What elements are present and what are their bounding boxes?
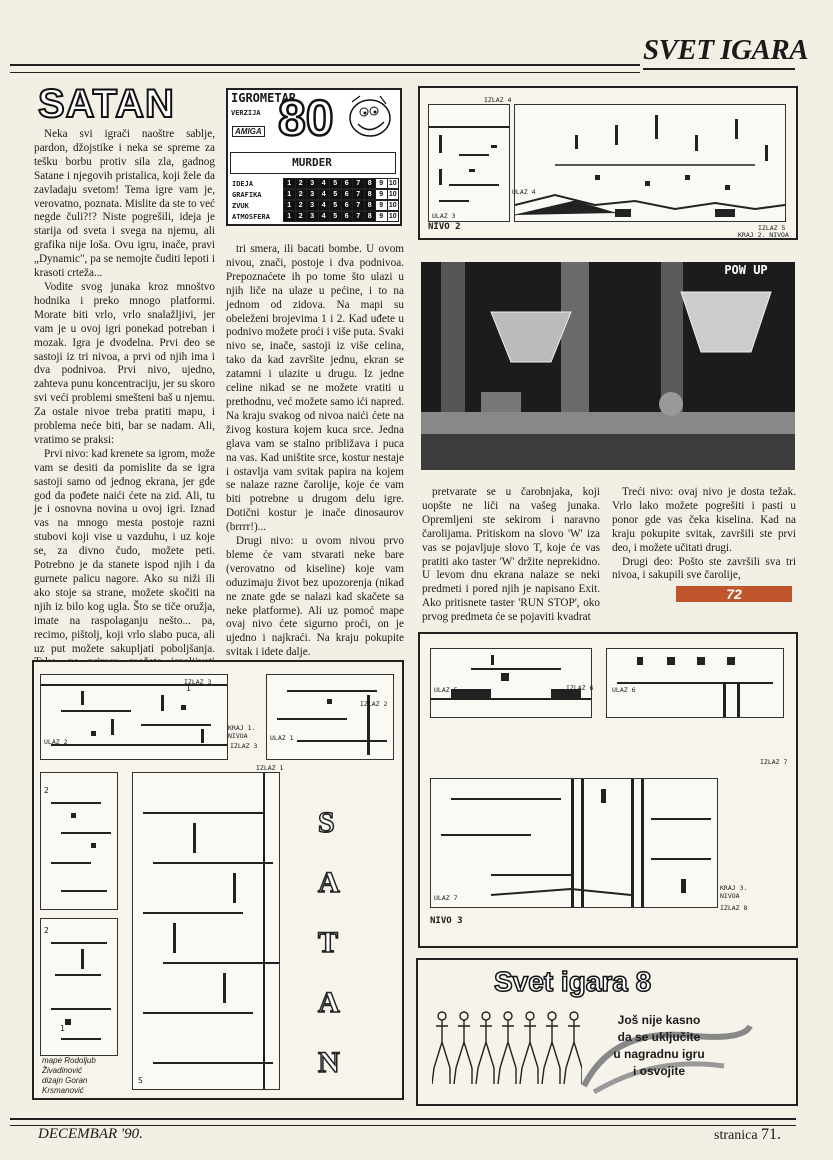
vertical-title-a: A xyxy=(318,866,340,899)
rating-label: ATMOSFERA xyxy=(232,212,270,221)
ad-lines xyxy=(594,1012,724,1080)
nivo1-map-frame xyxy=(32,660,404,1100)
rating-cell: 3 xyxy=(306,211,319,222)
map-label-ulaz3: ULAZ 3 xyxy=(432,212,456,220)
footer-page-label: stranica xyxy=(714,1128,758,1143)
ad-line: u nagradnu igru xyxy=(613,1047,705,1061)
rating-cell: 4 xyxy=(318,211,331,222)
nivo1-map-c xyxy=(40,772,118,910)
nivo1-b-drawing xyxy=(267,675,393,759)
rating-row xyxy=(232,211,399,222)
map-label-kraj1: KRAJ 1. NIVOA xyxy=(228,724,256,740)
nivo1-d-drawing xyxy=(41,919,117,1055)
column-1 xyxy=(34,128,215,684)
nivo1-map-b xyxy=(266,674,394,760)
map-label-ulaz7: ULAZ 7 xyxy=(434,894,458,902)
rating-cell: 5 xyxy=(329,178,342,189)
rating-cell: 1 xyxy=(283,178,296,189)
map-label-izlaz8: IZLAZ 8 xyxy=(720,904,748,912)
nivo3-a-drawing xyxy=(431,649,594,717)
section-title: SVET IGARA xyxy=(643,34,809,66)
map-label-izlaz2: IZLAZ 2 xyxy=(360,700,388,708)
map-marker-1b: 1 xyxy=(60,1024,65,1033)
rating-cell: 8 xyxy=(364,189,377,200)
rating-cell: 7 xyxy=(352,189,365,200)
map-label-kraj3: KRAJ 3. NIVOA xyxy=(720,884,748,900)
rating-cell: 8 xyxy=(364,211,377,222)
rating-cell: 6 xyxy=(341,200,354,211)
column-2 xyxy=(226,243,404,660)
map-label-kraj2: KRAJ 2. NIVOA xyxy=(738,231,789,239)
rating-cell: 8 xyxy=(364,178,377,189)
rating-cell: 1 xyxy=(283,189,296,200)
rating-cell: 4 xyxy=(318,189,331,200)
rating-label: IDEJA xyxy=(232,179,254,188)
page-badge-number: 72 xyxy=(726,586,742,602)
rating-cell: 10 xyxy=(387,211,400,222)
map-marker-s: S xyxy=(138,1076,143,1085)
map-label-izlaz1: IZLAZ 1 xyxy=(256,764,284,772)
paragraph: pretvarate se u čarobnjaka, koji uopšte ne liči na vašeg junaka. Opremljeni ste sekirom i naravno čarolijama. Pritiskom na slovo 'W' iza vas se pojavljuje slovo T, koje će vas pratiti ako taster 'W' držite neprekidno. U levom dnu ekrana nalaze se neki predmeti i pored njih je napisano Exit. Ako pritisnete taster 'RUN STOP', oko prvog predmeta će se pojaviti kvadrat xyxy=(422,486,600,624)
rating-cell: 4 xyxy=(318,178,331,189)
column-4 xyxy=(612,486,796,583)
nivo3-map-frame xyxy=(418,632,798,948)
dancers-illustration xyxy=(432,1008,582,1088)
header-underline xyxy=(643,68,795,70)
rating-cell: 10 xyxy=(387,200,400,211)
map-label-ulaz6: ULAZ 6 xyxy=(612,686,636,694)
paragraph: Vodite svog junaka kroz mnoštvo hodnika i preko mnogo platformi. Morate biti vrlo, vrlo snalažljivi, jer vam je u ovoj igri ponekad potreban i mozak. Igra je dvodelna. Prvi deo se sastoji iz tri nivoa, a prvi od njih ima i dva podnivoa. Prvi nivo, ujedno, zahteva punu koncentraciju, jer su skoro svi veći problemi smešteni baš u njemu. Za ostale nivoe treba pratiti mapu, i problema neće biti, bar se nadam. Ali, vratimo se praksi: xyxy=(34,280,215,446)
rating-cell: 3 xyxy=(306,200,319,211)
nivo1-map-d xyxy=(40,918,118,1056)
mascot-face-icon xyxy=(340,92,396,144)
map-label-izlaz6: IZLAZ 6 xyxy=(566,684,594,692)
rating-cell: 7 xyxy=(352,200,365,211)
map-label-ulaz1: ULAZ 1 xyxy=(270,734,294,742)
nivo3-map-a xyxy=(430,648,592,718)
nivo3-map-c xyxy=(430,778,718,908)
column-3 xyxy=(422,486,600,625)
ad-title: Svet igara 8 xyxy=(494,966,652,997)
map-label-izlaz5: IZLAZ 5 xyxy=(758,224,786,232)
nivo1-e-drawing xyxy=(133,773,279,1089)
nivo2-map-frame xyxy=(418,86,798,240)
map-label-izlaz7: IZLAZ 7 xyxy=(760,758,788,766)
nivo1-a-drawing xyxy=(41,675,227,759)
map-label-izlaz4: IZLAZ 4 xyxy=(484,96,512,104)
footer-page xyxy=(714,1126,781,1144)
vertical-title-t: T xyxy=(318,926,339,959)
nivo2-right-drawing xyxy=(515,105,785,221)
paragraph: Drugi deo: Pošto ste završili sva tri nivoa, i sakupili sve čarolije, xyxy=(612,555,796,582)
screenshot-hud: POW UP xyxy=(724,263,768,277)
map-label-ulaz5: ULAZ 5 xyxy=(434,686,458,694)
header-rule xyxy=(10,64,640,73)
rating-cell: 6 xyxy=(341,211,354,222)
vertical-title-a2: A xyxy=(318,986,340,1019)
rating-cell: 9 xyxy=(375,211,388,222)
screenshot-drawing xyxy=(421,262,795,470)
credit-line: mape Rodoljub xyxy=(42,1056,96,1065)
map-marker-1: 1 xyxy=(186,684,191,693)
rating-cell: 4 xyxy=(318,200,331,211)
nivo3-c-drawing xyxy=(431,779,717,907)
rating-cell: 6 xyxy=(341,178,354,189)
rating-row xyxy=(232,189,399,200)
igrometar-score: 80 xyxy=(278,90,334,146)
ad-line: i osvojite xyxy=(632,1064,685,1078)
ad-line: Još nije kasno xyxy=(617,1013,701,1027)
rating-cell: 1 xyxy=(283,211,296,222)
map-marker-2b: 2 xyxy=(44,926,49,935)
map-label-izlaz3b: IZLAZ 3 xyxy=(230,742,258,750)
footer-date: DECEMBAR '90. xyxy=(38,1126,143,1142)
rating-label: GRAFIKA xyxy=(232,190,262,199)
rating-cell: 9 xyxy=(375,200,388,211)
game-screenshot xyxy=(421,262,795,470)
nivo3-b-drawing xyxy=(607,649,783,717)
nivo1-c-drawing xyxy=(41,773,117,909)
nivo3-caption: NIVO 3 xyxy=(430,916,463,926)
footer-rule xyxy=(10,1118,796,1126)
paragraph: tri smera, ili bacati bombe. U ovom nivou, znači, postoje i dva podnivoa. Prepoznaćete ih po tome što ulazi u njih liče na ulaze u pećine, i to na jednom od zidova. Na mapi su obeleženi brojevima 1 i 2. Kad uđete u podnivo možete proći i više puta. Svaki nivo se, inače, sastoji iz više celina, tako da kad završite jednu, ekran se zatamni i ulazite u drugu. Iz jedne celine nikad se ne možete vratiti u prethodnu, već možete samo ići napred. Na kraju svakog od nivoa naići ćete na živog kostura kojem kuca srce. Jedna glava vam se stalno približava i puca na vas. Kad uništite srce, kostur nestaje i ostavlja vam svitak papira na kojem se nalaze razne čarolije, koje će vam biti potrebne u drugom delu igre. Dotični kostur je inače dinosaurov (brrrr!)... xyxy=(226,243,405,534)
paragraph: Treći nivo: ovaj nivo je dosta težak. Vrlo lako možete pogrešiti i pasti u ponor gde vas čeka kiselina. Kad na kraju pokupite svitak, završili ste prvi deo, i možete učitati drugi. xyxy=(612,486,796,554)
rating-cell: 7 xyxy=(352,211,365,222)
rating-cell: 5 xyxy=(329,200,342,211)
map-marker-2: 2 xyxy=(44,786,49,795)
rating-cell: 10 xyxy=(387,178,400,189)
footer-page-number: 71. xyxy=(761,1126,782,1143)
rating-cell: 5 xyxy=(329,211,342,222)
igrometar-box xyxy=(226,88,402,226)
nivo3-map-b xyxy=(606,648,784,718)
map-label-ulaz4: ULAZ 4 xyxy=(512,188,536,196)
credit-line: Krsmanović xyxy=(42,1086,84,1095)
article-title: SATAN xyxy=(38,82,175,126)
nivo1-map-a xyxy=(40,674,228,760)
nivo2-caption: NIVO 2 xyxy=(428,222,461,232)
credit-line: dizajn Goran xyxy=(42,1076,88,1085)
nivo2-left-drawing xyxy=(429,105,509,221)
nivo1-map-e xyxy=(132,772,280,1090)
paragraph: Drugi nivo: u ovom nivou prvo bleme će vam stvarati neke bare (verovatno od kiseline) koje vam oduzimaju život bez upozorenja (nikad ne znate gde se nalazi kad skačete sa neke platforme). Ali uz pomoć mape ovaj nivo ćete sigurno proći, on je ujedno i najkraći. Na kraju pokupite svitak i idete dalje. xyxy=(226,535,404,659)
rating-cell: 2 xyxy=(295,189,308,200)
map-credits xyxy=(42,1056,96,1096)
rating-cell: 9 xyxy=(375,178,388,189)
rating-cell: 8 xyxy=(364,200,377,211)
rating-cell: 3 xyxy=(306,189,319,200)
amiga-logo: AMIGA xyxy=(232,126,265,137)
paragraph: Neka svi igrači naoštre sablje, pardon, džojstike i neka se spreme za tešku borbu protiv sila zla, gadnog Satane i njegovih pristalica, koji žele da zavladaju svetom! Tema igre vam je, verovatno, poznata. Mislite da ste to već negde čuli?!? Niste pogrešili, ideja je starija od sveta i svega na njemu, ali grafika nije loša. Ovu igru, inače, pravi „Dynamic", pa se nemojte čuditi lepoti i krasoti crteža... xyxy=(34,128,215,280)
rating-cell: 2 xyxy=(295,200,308,211)
rating-row xyxy=(232,178,399,189)
nivo2-map-right xyxy=(514,104,786,222)
rating-row xyxy=(232,200,399,211)
ratings-table xyxy=(232,178,399,222)
rating-cell: 6 xyxy=(341,189,354,200)
vertical-title-s: S xyxy=(318,806,335,839)
ad-line: da se uključite xyxy=(617,1030,701,1044)
igrometar-brand: IGROMETAR xyxy=(231,91,297,105)
rating-label: ZVUK xyxy=(232,201,249,210)
rating-cell: 2 xyxy=(295,178,308,189)
rating-cell: 3 xyxy=(306,178,319,189)
vertical-title-n: N xyxy=(318,1046,340,1079)
rating-cell: 1 xyxy=(283,200,296,211)
map-label-izlaz3: IZLAZ 3 xyxy=(184,678,212,686)
rating-cell: 9 xyxy=(375,189,388,200)
paragraph: Prvi nivo: kad krenete sa igrom, može vam se desiti da pomislite da se igra sastoji samo od jednog ekrana, jer gde god da pođete naići ćete na zid. Ali, tu je i osnovna novina u ovoj igri. Iznad vas na mnogo mesta postoje razni stubovi koji vise u vazduhu, i uz koje se, za divno čudo, možete peti. Potrebno je da stanete ispod njih i da gurnete palicu nagore. Ako su niži ili ako stoje sa strane, možete skočiti na njih iz bilo kog ugla. Što se tiče oružja, imate na raspolaganju nešto... pa, recimo, pištolj, koji vrlo slabo puca, ali uz put možete sakupljati poboljšanja. xyxy=(34,447,215,655)
rating-cell: 10 xyxy=(387,189,400,200)
map-label-ulaz2: ULAZ 2 xyxy=(44,738,68,746)
ad-box xyxy=(416,958,798,1106)
credit-line: Živadinović xyxy=(42,1066,83,1075)
rating-cell: 2 xyxy=(295,211,308,222)
verzija-label: VERZIJA xyxy=(231,109,261,117)
rating-cell: 5 xyxy=(329,189,342,200)
game-name: MURDER xyxy=(292,156,332,169)
rating-cell: 7 xyxy=(352,178,365,189)
nivo2-map-left xyxy=(428,104,510,222)
